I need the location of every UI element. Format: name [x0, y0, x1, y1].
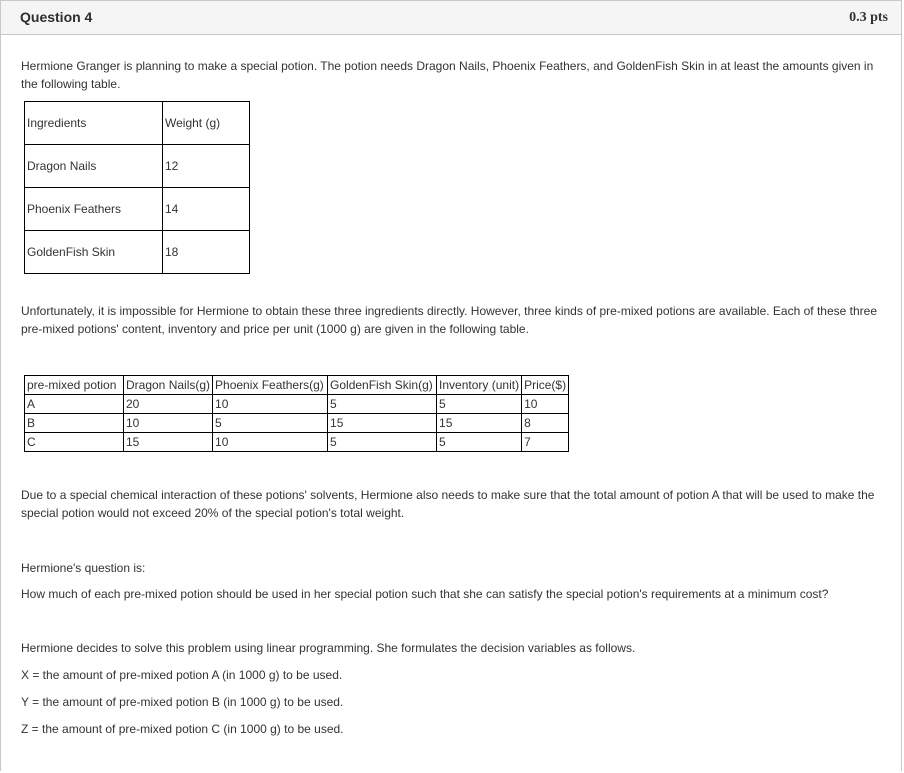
table-cell: Dragon Nails	[25, 145, 163, 188]
table-header-cell: Ingredients	[25, 102, 163, 145]
ingredients-table	[24, 101, 250, 274]
question-points: 0.3 pts	[849, 10, 888, 25]
table-cell: 10	[522, 395, 569, 414]
table-row	[25, 376, 569, 395]
table-cell: 8	[522, 414, 569, 433]
table-cell: 18	[163, 231, 250, 274]
table-cell: 5	[437, 395, 522, 414]
premixed-potions-table	[24, 375, 569, 452]
table-row	[25, 433, 569, 452]
question-title: Question 4	[20, 9, 93, 25]
table-cell: 7	[522, 433, 569, 452]
table-header-cell: Phoenix Feathers(g)	[213, 376, 328, 395]
question-header	[1, 1, 901, 35]
table-cell: 5	[437, 433, 522, 452]
table-cell: 5	[328, 395, 437, 414]
question-lead: Hermione's question is:	[21, 561, 146, 575]
table-header-cell: Weight (g)	[163, 102, 250, 145]
table-cell: 10	[124, 414, 213, 433]
table-row	[25, 188, 250, 231]
table-header-cell: Inventory (unit)	[437, 376, 522, 395]
table-cell: 20	[124, 395, 213, 414]
table-cell: 10	[213, 433, 328, 452]
table-row	[25, 414, 569, 433]
table-cell: 15	[328, 414, 437, 433]
table-cell: 12	[163, 145, 250, 188]
table-header-cell: pre-mixed potion	[25, 376, 124, 395]
table-cell: B	[25, 414, 124, 433]
variable-z: Z = the amount of pre-mixed potion C (in 1000 g) to be used.	[21, 722, 344, 736]
table-cell: 5	[328, 433, 437, 452]
table-cell: C	[25, 433, 124, 452]
premixed-paragraph: Unfortunately, it is impossible for Hermione to obtain these three ingredients directly. However, three kinds of pre-mixed potions are available. Each of these three pre-mixed potions' content, inventory and price per unit (1000 g) are given in the following table.	[21, 304, 877, 336]
constraint-paragraph: Due to a special chemical interaction of these potions' solvents, Hermione also needs to make sure that the total amount of potion A that will be used to make the special potion would not exceed 20% of the special potion's total weight.	[21, 488, 875, 520]
question-text: How much of each pre-mixed potion should be used in her special potion such that she can satisfy the special potion's requirements at a minimum cost?	[21, 587, 829, 601]
table-header-cell: Dragon Nails(g)	[124, 376, 213, 395]
intro-paragraph: Hermione Granger is planning to make a special potion. The potion needs Dragon Nails, Phoenix Feathers, and GoldenFish Skin in at least the amounts given in the following table.	[21, 59, 874, 91]
table-cell: 5	[213, 414, 328, 433]
table-row	[25, 145, 250, 188]
table-row	[25, 231, 250, 274]
table-header-cell: Price($)	[522, 376, 569, 395]
variable-x: X = the amount of pre-mixed potion A (in 1000 g) to be used.	[21, 668, 343, 682]
table-cell: 10	[213, 395, 328, 414]
table-cell: 15	[124, 433, 213, 452]
table-cell: Phoenix Feathers	[25, 188, 163, 231]
table-row	[25, 102, 250, 145]
table-cell: A	[25, 395, 124, 414]
table-cell: 15	[437, 414, 522, 433]
table-cell: 14	[163, 188, 250, 231]
table-row	[25, 395, 569, 414]
table-header-cell: GoldenFish Skin(g)	[328, 376, 437, 395]
variable-y: Y = the amount of pre-mixed potion B (in 1000 g) to be used.	[21, 695, 344, 709]
lp-paragraph: Hermione decides to solve this problem using linear programming. She formulates the decision variables as follows.	[21, 641, 636, 655]
table-cell: GoldenFish Skin	[25, 231, 163, 274]
